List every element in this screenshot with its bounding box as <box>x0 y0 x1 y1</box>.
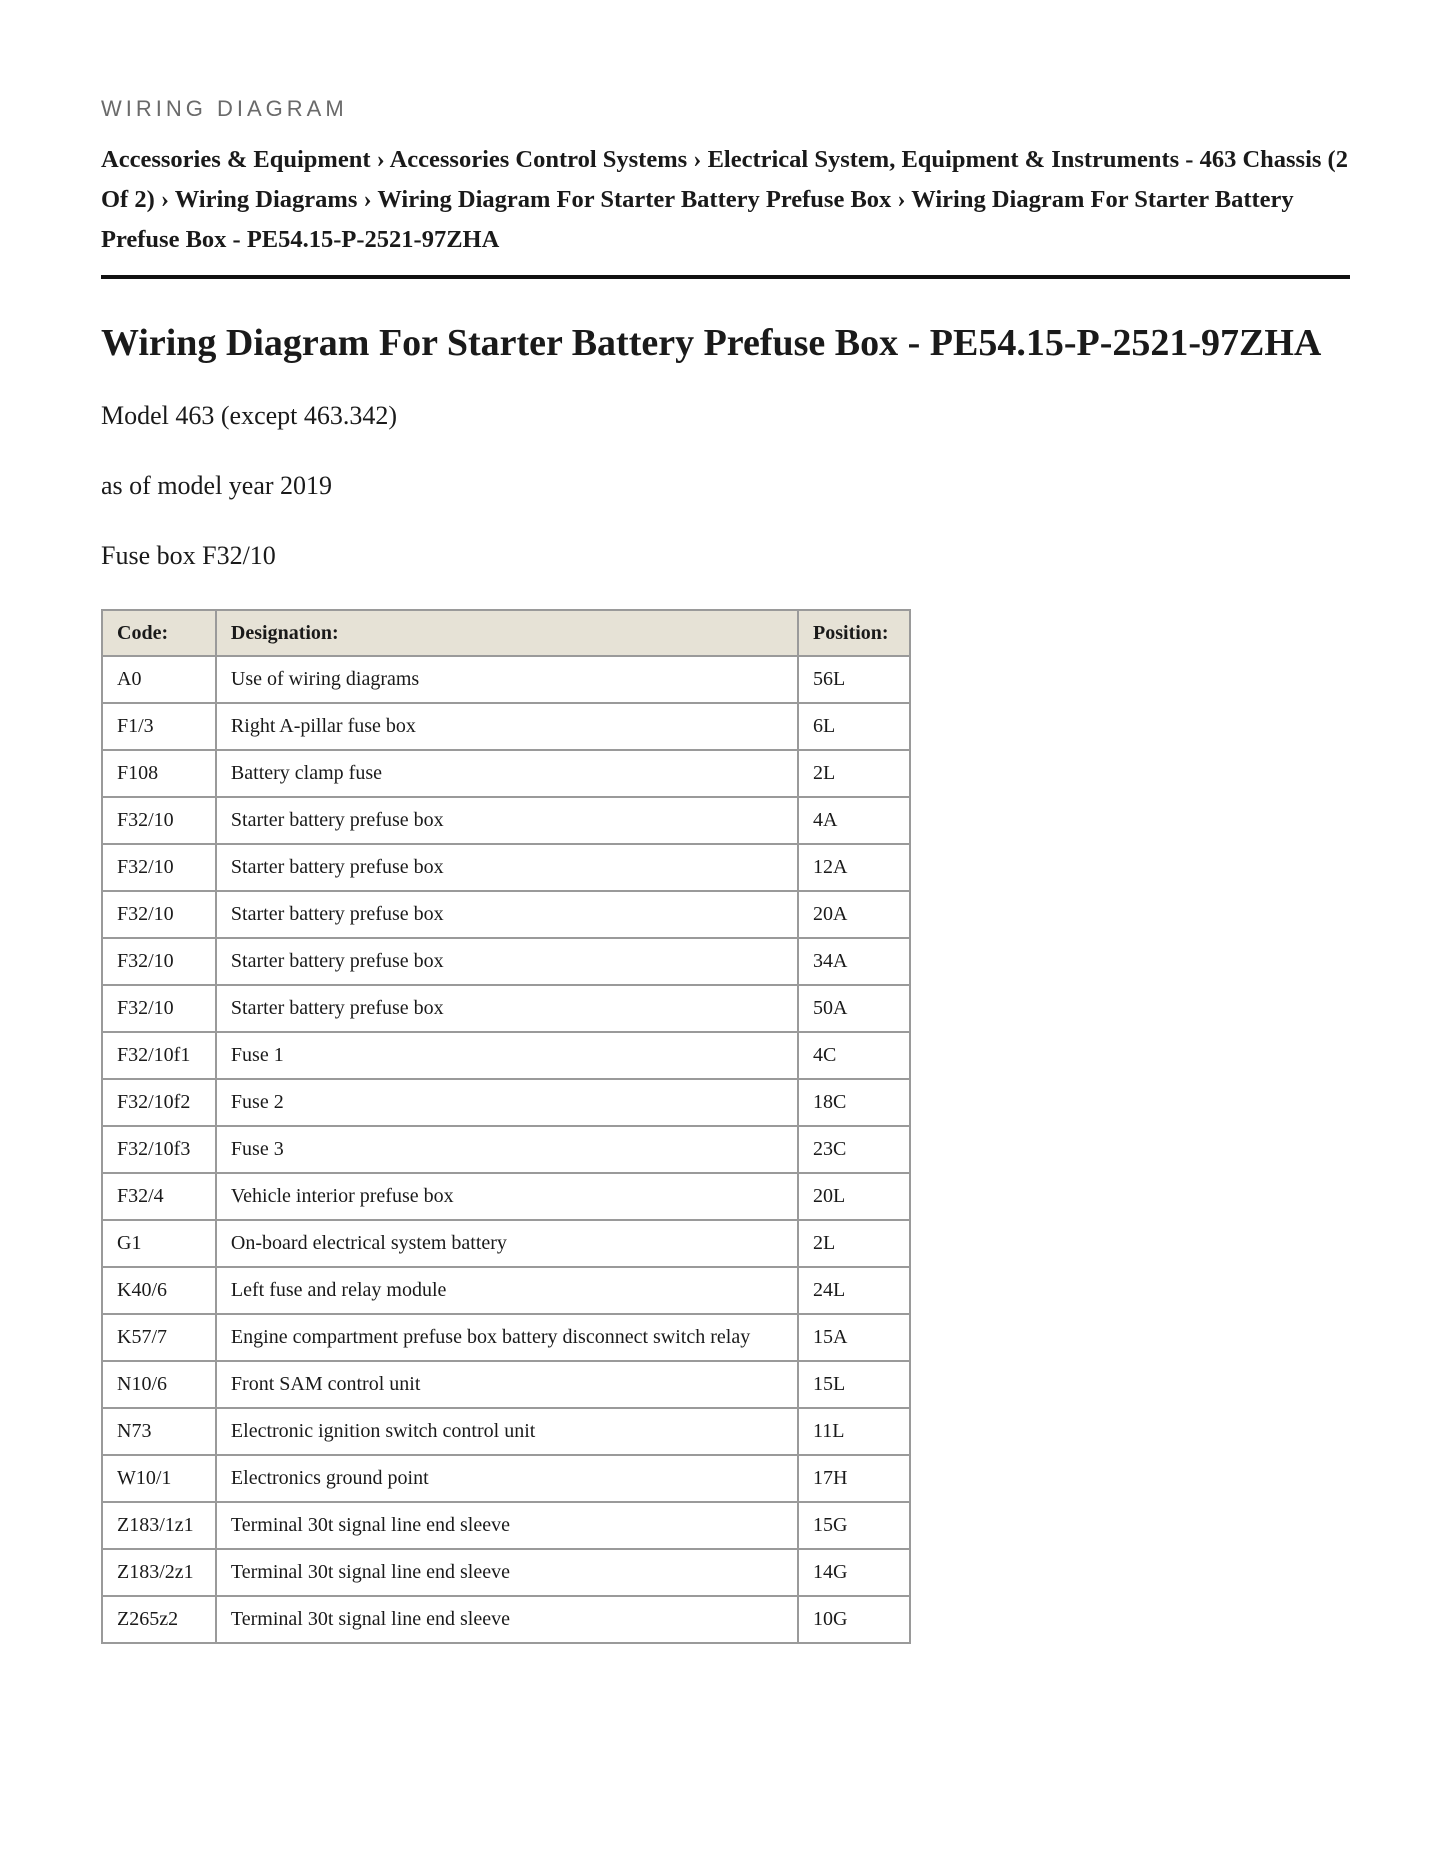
table-row <box>102 750 910 797</box>
table-body <box>102 656 910 1643</box>
cell-position: 24L <box>798 1267 910 1314</box>
page-title: Wiring Diagram For Starter Battery Prefuse Box - PE54.15-P-2521-97ZHA <box>101 322 1322 364</box>
table-row <box>102 1032 910 1079</box>
breadcrumb-item[interactable]: Wiring Diagrams <box>174 186 358 213</box>
cell-designation: Fuse 1 <box>216 1032 798 1079</box>
cell-code: F32/10f1 <box>102 1032 216 1079</box>
components-table <box>101 609 911 1644</box>
cell-designation: Electronics ground point <box>216 1455 798 1502</box>
cell-position: 17H <box>798 1455 910 1502</box>
cell-position: 15G <box>798 1502 910 1549</box>
cell-position: 23C <box>798 1126 910 1173</box>
breadcrumb-separator: › <box>897 186 906 213</box>
cell-designation: Battery clamp fuse <box>216 750 798 797</box>
cell-code: G1 <box>102 1220 216 1267</box>
cell-designation: Engine compartment prefuse box battery disconnect switch relay <box>216 1314 798 1361</box>
breadcrumb-separator: › <box>160 186 170 213</box>
cell-position: 18C <box>798 1079 910 1126</box>
header-code: Code: <box>102 610 216 656</box>
cell-code: F32/10 <box>102 844 216 891</box>
breadcrumb-item[interactable]: Electrical System, Equipment & Instruments - 463 Chassis (2 Of 2) <box>101 146 1348 213</box>
cell-position: 4A <box>798 797 910 844</box>
cell-code: Z183/1z1 <box>102 1502 216 1549</box>
table-row <box>102 1455 910 1502</box>
cell-code: A0 <box>102 656 216 703</box>
cell-code: F1/3 <box>102 703 216 750</box>
cell-designation: Front SAM control unit <box>216 1361 798 1408</box>
breadcrumb-item[interactable]: Accessories Control Systems <box>389 146 688 173</box>
breadcrumb-current: Wiring Diagram For Starter Battery Prefuse Box - PE54.15-P-2521-97ZHA <box>101 186 1294 253</box>
table-row <box>102 891 910 938</box>
table-row <box>102 1314 910 1361</box>
table-row <box>102 656 910 703</box>
table-row <box>102 1502 910 1549</box>
cell-designation: Fuse 2 <box>216 1079 798 1126</box>
table-row <box>102 985 910 1032</box>
cell-position: 10G <box>798 1596 910 1643</box>
cell-code: F32/10 <box>102 985 216 1032</box>
header-designation: Designation: <box>216 610 798 656</box>
cell-designation: Terminal 30t signal line end sleeve <box>216 1502 798 1549</box>
cell-designation: Vehicle interior prefuse box <box>216 1173 798 1220</box>
table-row <box>102 1173 910 1220</box>
header-position: Position: <box>798 610 910 656</box>
breadcrumb-separator: › <box>376 146 385 173</box>
cell-designation: Starter battery prefuse box <box>216 985 798 1032</box>
cell-code: F32/10 <box>102 797 216 844</box>
cell-code: F32/10 <box>102 938 216 985</box>
cell-designation: Starter battery prefuse box <box>216 797 798 844</box>
cell-designation: Right A-pillar fuse box <box>216 703 798 750</box>
table-row <box>102 938 910 985</box>
cell-designation: Left fuse and relay module <box>216 1267 798 1314</box>
cell-designation: Starter battery prefuse box <box>216 891 798 938</box>
cell-position: 2L <box>798 1220 910 1267</box>
section-kicker: WIRING DIAGRAM <box>101 96 348 121</box>
cell-position: 20A <box>798 891 910 938</box>
cell-code: K57/7 <box>102 1314 216 1361</box>
cell-code: Z265z2 <box>102 1596 216 1643</box>
model-year-text: as of model year 2019 <box>101 471 333 500</box>
cell-code: F108 <box>102 750 216 797</box>
breadcrumb-separator: › <box>693 146 702 173</box>
cell-code: F32/10f3 <box>102 1126 216 1173</box>
model-text: Model 463 (except 463.342) <box>101 401 398 430</box>
cell-designation: Use of wiring diagrams <box>216 656 798 703</box>
cell-code: N10/6 <box>102 1361 216 1408</box>
cell-code: F32/10f2 <box>102 1079 216 1126</box>
cell-position: 2L <box>798 750 910 797</box>
table-row <box>102 1079 910 1126</box>
table-row <box>102 703 910 750</box>
cell-designation: On-board electrical system battery <box>216 1220 798 1267</box>
cell-position: 4C <box>798 1032 910 1079</box>
table-row <box>102 844 910 891</box>
cell-position: 20L <box>798 1173 910 1220</box>
cell-designation: Terminal 30t signal line end sleeve <box>216 1596 798 1643</box>
breadcrumb-item[interactable]: Accessories & Equipment <box>101 146 371 173</box>
table-row <box>102 1408 910 1455</box>
cell-position: 56L <box>798 656 910 703</box>
cell-code: N73 <box>102 1408 216 1455</box>
table-row <box>102 797 910 844</box>
cell-code: F32/10 <box>102 891 216 938</box>
breadcrumb <box>101 140 1350 279</box>
document-page <box>101 94 1351 1644</box>
cell-designation: Starter battery prefuse box <box>216 844 798 891</box>
cell-code: K40/6 <box>102 1267 216 1314</box>
cell-designation: Terminal 30t signal line end sleeve <box>216 1549 798 1596</box>
table-row <box>102 1596 910 1643</box>
cell-code: W10/1 <box>102 1455 216 1502</box>
table-row <box>102 1549 910 1596</box>
table-row <box>102 1267 910 1314</box>
cell-position: 12A <box>798 844 910 891</box>
table-header-row <box>102 610 910 656</box>
cell-position: 15A <box>798 1314 910 1361</box>
breadcrumb-item[interactable]: Wiring Diagram For Starter Battery Prefuse Box <box>377 186 892 213</box>
cell-designation: Electronic ignition switch control unit <box>216 1408 798 1455</box>
fuse-box-text: Fuse box F32/10 <box>101 541 276 570</box>
cell-position: 6L <box>798 703 910 750</box>
cell-code: F32/4 <box>102 1173 216 1220</box>
cell-position: 14G <box>798 1549 910 1596</box>
cell-position: 50A <box>798 985 910 1032</box>
cell-designation: Fuse 3 <box>216 1126 798 1173</box>
table-row <box>102 1361 910 1408</box>
breadcrumb-separator: › <box>363 186 372 213</box>
cell-position: 15L <box>798 1361 910 1408</box>
cell-designation: Starter battery prefuse box <box>216 938 798 985</box>
cell-position: 34A <box>798 938 910 985</box>
table-row <box>102 1126 910 1173</box>
cell-code: Z183/2z1 <box>102 1549 216 1596</box>
cell-position: 11L <box>798 1408 910 1455</box>
table-row <box>102 1220 910 1267</box>
